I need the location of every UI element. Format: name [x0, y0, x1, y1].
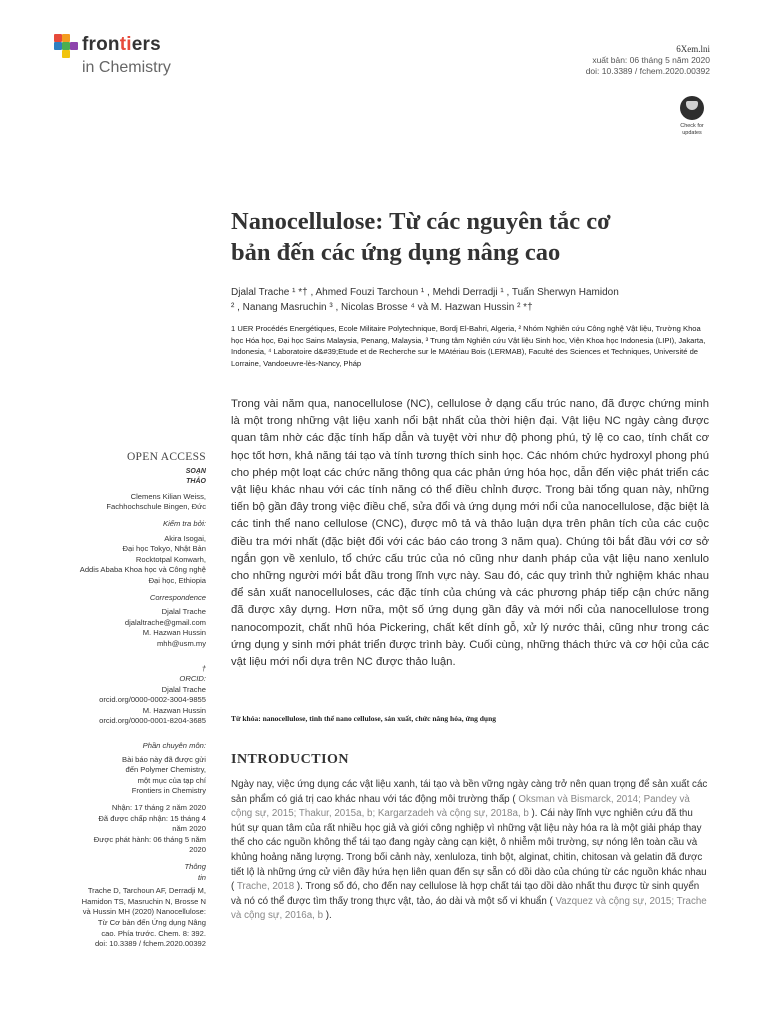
- affiliations: 1 UER Procédés Energétiques, Ecole Militaire Polytechnique, Bordj El-Bahri, Algeria, ² Nhóm Nghiên cứu Công nghệ Vật liệu, Trường Khoa học Hóa học, Đại học Sains Malaysia, Penang, Malaysia, ³ Trung tâm Nghiên cứu Vật liệu Sinh học, Viện Khoa học Indonesia (LIPI), Jakarta, Indonesia, ⁴ Laboratoire d&#39;Etude et de Recherche sur le MAtériau Bois (LERMAB), Faculté des Sciences et Techniques, Université de Lorraine, Vandoeuvre-lès-Nancy, Pháp: [231, 324, 706, 368]
- brand-subtitle: in Chemistry: [82, 59, 171, 76]
- reviewer-name[interactable]: Rocktotpal Konwarh,: [135, 554, 206, 564]
- author-list[interactable]: Djalal Trache ¹ *† , Ahmed Fouzi Tarchoun ¹ , Mehdi Derradji ¹ , Tuấn Sherwyn Hamidon ² , Nanang Masruchin ³ , Nicolas Brosse ⁴ và M. Hazwan Hussin ² *†: [231, 287, 619, 313]
- check-for-updates-icon: [680, 96, 704, 120]
- frontiers-logo-mark: [54, 34, 78, 58]
- article-type: 6Xem.lni: [676, 44, 710, 54]
- open-access-label: OPEN ACCESS: [126, 451, 206, 463]
- brand-name: frontiers: [82, 34, 161, 55]
- article-meta: [586, 44, 710, 77]
- specialty-section-block: Phần chuyên môn: Bài báo này đã được gửi đến Polymer Chemistry, một mục của tạp chí Frontiers in Chemistry: [56, 741, 206, 797]
- correspondence-block: Correspondence Djalal Trache djalaltrache@gmail.com M. Hazwan Hussin mhh@usm.my: [56, 593, 206, 650]
- section-heading-introduction: INTRODUCTION: [231, 752, 350, 767]
- editor-name[interactable]: Clemens Kilian Weiss,: [130, 491, 206, 501]
- journal-link[interactable]: Frontiers in Chemistry: [131, 786, 206, 796]
- citation-link[interactable]: Trache, 2018: [236, 881, 295, 893]
- article-sidebar: [56, 452, 206, 956]
- abstract: Trong vài năm qua, nanocellulose (NC), cellulose ở dạng cấu trúc nano, đã được chứng minh là một trong những vật liệu xanh nổi bật nhất của thời hiện đại. Vật liệu NC ngày càng được quan tâm nhờ các đặc tính hấp dẫn và tuyệt vời như độ phong phú, tỷ lệ co cao, tính chất cơ học tốt hơn, khả năng tái tạo và tính tương thích sinh học. Các nhóm chức hydroxyl phong phú cho phép một loạt các chức năng thông qua các phản ứng hóa học, dẫn đến việc phát triển các vật liệu khác nhau với các tính năng có thể điều chỉnh được. Trong bài tổng quan này, những tiến bộ gần đây trong việc điều chế, sửa đổi và ứng dụng mới nổi của nanocellulose, đặc biệt là các tinh thể nano cellulose (CNC), được mô tả và thảo luận dựa trên phân tích của các cuộc điều tra mới nhất (đặc biệt đối với các báo cáo trong 3 năm qua). Chúng tôi bắt đầu với cơ sở ngắn gọn về xenlulo, tổ chức cấu trúc của nó cũng như danh pháp của vật liệu nano xenlulo cho những người mới bắt đầu trong lĩnh vực này. Sau đó, các quy trình thử nghiệm khác nhau để sản xuất nanocelluloses, các đặc tính của chúng và các phương pháp tiếp cận chức năng đã được xây dựng. Hơn nữa, một số ứng dụng gần đây và mới nổi của nanocellulose trong nanocompozit, chất nhũ hóa Pickering, chất kết dính gỗ, xử lý nước thải, cũng như trong các ứng dụng y sinh mới phát triển được trình bày. Cuối cùng, những thách thức và cơ hội của các vật liệu mới nổi dựa trên NC được thảo luận.: [231, 398, 709, 669]
- orcid-link[interactable]: orcid.org/0000-0002-3004-9855: [99, 695, 206, 705]
- journal-logo[interactable]: [54, 30, 194, 82]
- orcid-block: † ORCID: Djalal Trache orcid.org/0000-0002-3004-9855 M. Hazwan Hussin orcid.org/0000-0001-8204-3685: [56, 664, 206, 728]
- check-for-updates-label: Check for updates: [680, 123, 704, 136]
- reviewer-name[interactable]: Akira Isogai,: [164, 533, 206, 543]
- citation-block: Thông tin Trache D, Tarchoun AF, Derradji M, Hamidon TS, Masruchin N, Brosse N và Hussin MH (2020) Nanocellulose: Từ Cơ bản đến Ứng dụng Nâng cao. Phía trước. Chem. 8: 392. doi: 10.3389 / fchem.2020.00392: [56, 862, 206, 950]
- keywords: Từ khóa: nanocellulose, tinh thể nano cellulose, sản xuất, chức năng hóa, ứng dụng: [231, 714, 497, 723]
- article-doi[interactable]: doi: 10.3389 / fchem.2020.00392: [585, 66, 710, 76]
- orcid-link[interactable]: orcid.org/0000-0001-8204-3685: [99, 716, 206, 726]
- citation-link[interactable]: Vazquez và cộng sự, 2015; Trache và cộng sự, 2016a, b: [231, 895, 707, 922]
- introduction-paragraph: Ngày nay, việc ứng dụng các vật liệu xanh, tái tạo và bền vững ngày càng trở nên quan trọng để sản xuất các sản phẩm có giá trị cao khác nhau với tác động môi trường thấp ( Oksman và Bismarck, 2014; Pandey và cộng sự, 2015; Thakur, 2015a, b; Kargarzadeh và cộng sự, 2018a, b ). Cái này lĩnh vực nghiên cứu đã thu hút sự quan tâm của rất nhiều học giả và giới công nghiệp vì những vật liệu này hóa ra là một giải pháp thay thế cho các nguồn không thể tái tạo đang ngày càng cạn kiệt, ô nhiễm môi trường, sự nóng lên toàn cầu và khủng hoảng năng lượng. Trong bối cảnh này, xenluloza, tinh bột, alginat, chitin, chitosan và gelatin đã được tiết lộ là những ứng cử viên đầy hứa hẹn liên quan đến sự sẵn có dồi dào của chúng từ các nguồn khác nhau ( Trache, 2018 ). Trong số đó, cho đến nay cellulose là hợp chất tái tạo dồi dào nhất thu được từ sinh quyển và nó có thể được tìm thấy trong thực vật, tảo, áo dài và một số vi khuẩn ( Vazquez và cộng sự, 2015; Trache và cộng sự, 2016a, b ).: [231, 779, 708, 922]
- email-link[interactable]: djalaltrache@gmail.com: [124, 617, 206, 627]
- article-title: Nanocellulose: Từ các nguyên tắc cơ bản đến các ứng dụng nâng cao: [231, 208, 611, 266]
- reviewed-by-block: Kiểm tra bởi: Akira Isogai, Đại học Tokyo, Nhật Bản Rocktotpal Konwarh, Addis Ababa Khoa học và Công nghệ Đại học, Ethiopia: [56, 519, 206, 587]
- dates-block: Nhận: 17 tháng 2 năm 2020 Đã được chấp nhận: 15 tháng 4 năm 2020 Được phát hành: 06 tháng 5 năm 2020: [93, 803, 206, 855]
- email-link[interactable]: mhh@usm.my: [156, 638, 206, 648]
- citation-doi-link[interactable]: doi: 10.3389 / fchem.2020.00392: [94, 939, 206, 949]
- citation-link[interactable]: Oksman và Bismarck, 2014; Pandey và cộng sự, 2015; Thakur, 2015a, b; Kargarzadeh và cộng sự, 2018a, b: [231, 793, 690, 820]
- edited-by-block: SOẠN THẢO Clemens Kilian Weiss, Fachhochschule Bingen, Đức: [56, 467, 206, 513]
- check-for-updates-button[interactable]: [672, 96, 712, 136]
- published-date: xuất bản: 06 tháng 5 năm 2020: [592, 55, 710, 65]
